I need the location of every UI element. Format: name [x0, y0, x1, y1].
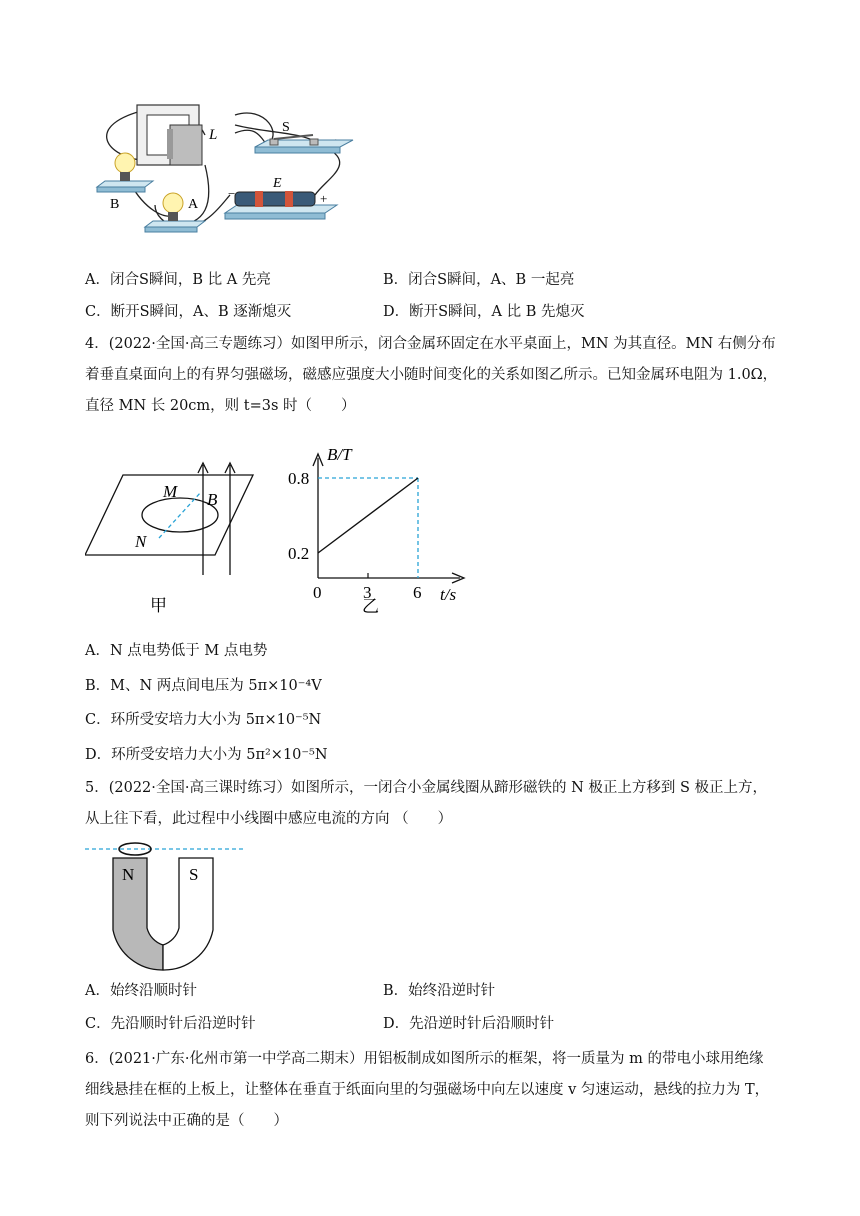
q5-stem-line-2: 从上往下看，此过程中小线圈中感应电流的方向 （ ）: [85, 811, 453, 827]
pole-n-label: N: [122, 865, 135, 884]
chart-ylabel: B/T: [327, 445, 352, 464]
q6-stem-line-2: 细线悬挂在框的上板上，让整体在垂直于纸面向里的匀强磁场中向左以速度 v 匀速运动，悬线的拉力为 T，: [85, 1082, 770, 1098]
series-line: [318, 478, 418, 553]
battery-minus: −: [228, 186, 236, 201]
q5-stem-line-1: 5．(2022·全国·高三课时练习）如图所示，一闭合小金属线圈从蹄形磁铁的 N 极正上方移到 S 极正上方，: [85, 780, 768, 796]
q3-circuit-figure: [85, 95, 365, 240]
inductor-label: L: [209, 127, 218, 143]
q4-option-a[interactable]: A．N 点电势低于 M 点电势: [85, 643, 268, 659]
label-b-field: B: [207, 490, 218, 509]
q3-option-d[interactable]: D．断开S瞬间，A 比 B 先熄灭: [383, 304, 585, 320]
q6-stem-line-3: 则下列说法中正确的是（ ）: [85, 1113, 288, 1129]
label-m: M: [163, 482, 178, 501]
x-tick-label: 6: [413, 583, 422, 602]
q5-option-c[interactable]: C．先沿顺时针后沿逆时针: [85, 1016, 256, 1032]
q3-option-b[interactable]: B．闭合S瞬间，A、B 一起亮: [383, 272, 575, 288]
q4-option-c[interactable]: C．环所受安培力大小为 5π×10⁻⁵N: [85, 712, 322, 728]
q4-figure-jia: [85, 455, 270, 625]
q5-option-b[interactable]: B．始终沿逆时针: [383, 983, 496, 999]
bulb-a-label: A: [188, 197, 199, 212]
q4-option-b[interactable]: B．M、N 两点间电压为 5π×10⁻⁴V: [85, 678, 322, 694]
q5-option-a[interactable]: A．始终沿顺时针: [85, 983, 197, 999]
caption-jia: 甲: [150, 596, 167, 615]
q4-option-d[interactable]: D．环所受安培力大小为 5π²×10⁻⁵N: [85, 747, 328, 763]
q4-stem-line-2: 着垂直桌面向上的有界匀强磁场，磁感应强度大小随时间变化的关系如图乙所示。已知金属环电阻为 1.0Ω，: [85, 367, 778, 383]
x-tick-label: 3: [363, 583, 372, 602]
y-tick-label: 0.2: [288, 544, 310, 563]
q4-figure-yi-chart: [280, 440, 480, 625]
q5-option-d[interactable]: D．先沿逆时针后沿顺时针: [383, 1016, 555, 1032]
battery-plus: +: [320, 191, 328, 206]
q5-magnet-figure: [85, 840, 250, 975]
switch-label: S: [282, 120, 290, 135]
bulb-b-label: B: [110, 197, 120, 212]
q6-stem-line-1: 6．(2021·广东·化州市第一中学高二期末）用铝板制成如图所示的框架，将一质量为 m 的带电小球用绝缘: [85, 1051, 764, 1067]
chart-xlabel: t/s: [440, 585, 457, 604]
y-tick-label: 0.8: [288, 469, 310, 488]
pole-s-label: S: [189, 865, 199, 884]
q4-stem-line-3: 直径 MN 长 20cm，则 t=3s 时（ ）: [85, 398, 356, 414]
chart-caption: 乙: [362, 597, 379, 616]
label-n: N: [135, 532, 147, 551]
q3-option-c[interactable]: C．断开S瞬间，A、B 逐渐熄灭: [85, 304, 292, 320]
q3-option-a[interactable]: A．闭合S瞬间，B 比 A 先亮: [85, 272, 271, 288]
x-tick-label: 0: [313, 583, 322, 602]
battery-label: E: [273, 176, 282, 191]
q4-stem-line-1: 4．(2022·全国·高三专题练习）如图甲所示，闭合金属环固定在水平桌面上，MN 为其直径。MN 右侧分布: [85, 336, 776, 352]
